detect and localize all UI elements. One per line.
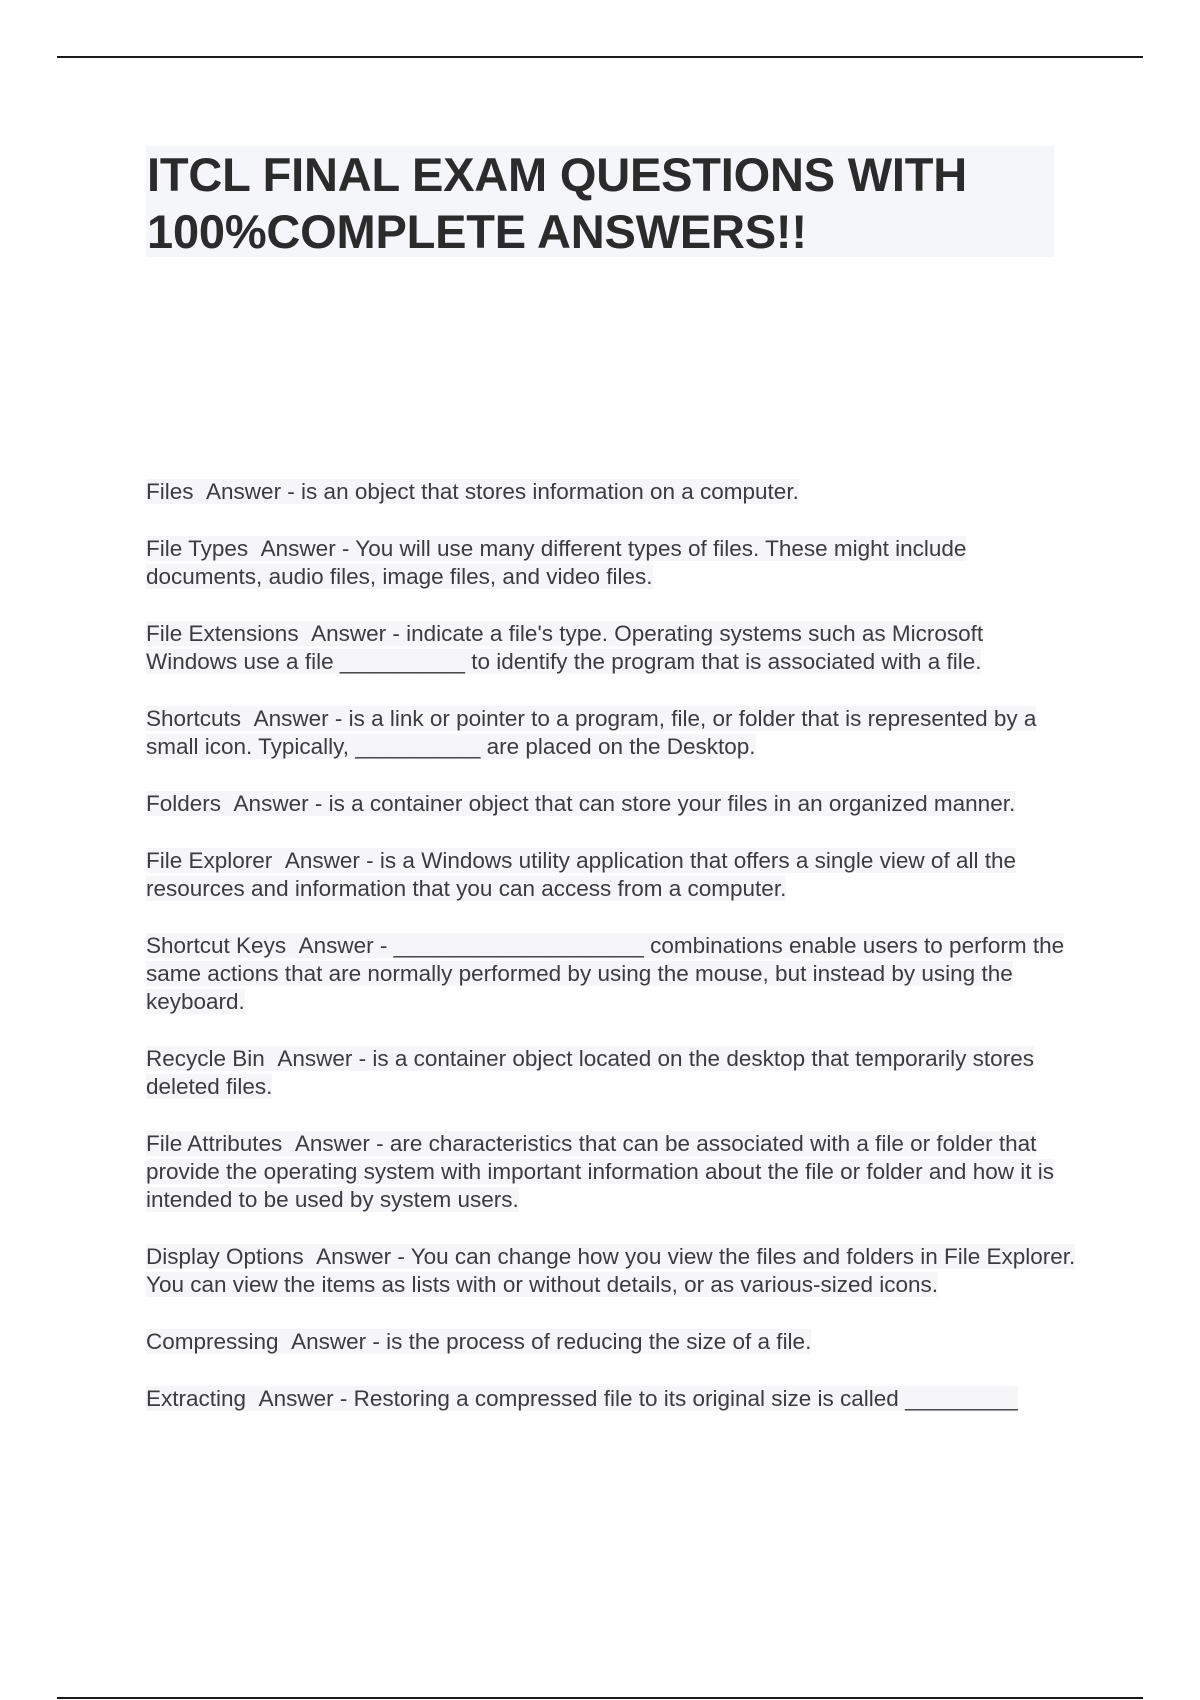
qa-answer: Answer - are characteristics that can be associated with a file or folder that provide the operating system with important information about the file or folder and how it is intended to be used by system users. bbox=[146, 1131, 1054, 1212]
qa-item-file-types bbox=[146, 535, 1076, 591]
qa-item-file-explorer bbox=[146, 847, 1076, 903]
qa-term: Shortcuts bbox=[146, 706, 242, 731]
qa-item-display-options bbox=[146, 1243, 1076, 1299]
qa-term: Files bbox=[146, 479, 194, 504]
qa-item-extracting bbox=[146, 1385, 1076, 1413]
qa-term: File Extensions bbox=[146, 621, 299, 646]
qa-item-file-extensions bbox=[146, 620, 1076, 676]
qa-term: File Types bbox=[146, 536, 249, 561]
qa-answer: Answer - is a link or pointer to a program, file, or folder that is represented by a small icon. Typically, __________ are placed on the Desktop. bbox=[146, 706, 1037, 759]
qa-item-shortcuts bbox=[146, 705, 1076, 761]
qa-term: File Explorer bbox=[146, 848, 273, 873]
qa-answer: Answer - You can change how you view the files and folders in File Explorer. You can view the items as lists with or without details, or as various-sized icons. bbox=[146, 1244, 1076, 1297]
qa-answer: Answer - is an object that stores information on a computer. bbox=[206, 479, 799, 504]
title-block bbox=[146, 146, 1054, 257]
qa-list bbox=[146, 478, 1076, 1442]
qa-answer: Answer - is a container object that can store your files in an organized manner. bbox=[233, 791, 1016, 816]
qa-answer: Answer - Restoring a compressed file to its original size is called _________ bbox=[258, 1386, 1018, 1411]
qa-answer: Answer - You will use many different types of files. These might include documents, audio files, image files, and video files. bbox=[146, 536, 967, 589]
qa-answer: Answer - is a container object located on the desktop that temporarily stores deleted files. bbox=[146, 1046, 1034, 1099]
qa-answer: Answer - is a Windows utility application that offers a single view of all the resources and information that you can access from a computer. bbox=[146, 848, 1016, 901]
qa-term: Recycle Bin bbox=[146, 1046, 265, 1071]
qa-item-folders bbox=[146, 790, 1076, 818]
qa-answer: Answer - indicate a file's type. Operating systems such as Microsoft Windows use a file __________ to identify the program that is associated with a file. bbox=[146, 621, 984, 674]
qa-item-compressing bbox=[146, 1328, 1076, 1356]
qa-item-recycle-bin bbox=[146, 1045, 1076, 1101]
top-rule bbox=[57, 56, 1143, 58]
qa-term: Extracting bbox=[146, 1386, 247, 1411]
qa-item-files bbox=[146, 478, 1076, 506]
qa-term: Folders bbox=[146, 791, 222, 816]
qa-answer: Answer - ____________________ combinations enable users to perform the same actions that are normally performed by using the mouse, but instead by using the keyboard. bbox=[146, 933, 1065, 1014]
qa-term: File Attributes bbox=[146, 1131, 283, 1156]
qa-term: Display Options bbox=[146, 1244, 304, 1269]
qa-item-file-attributes bbox=[146, 1130, 1076, 1214]
document-title: ITCL FINAL EXAM QUESTIONS WITH 100%COMPLETE ANSWERS!! bbox=[147, 148, 967, 258]
qa-term: Shortcut Keys bbox=[146, 933, 287, 958]
qa-answer: Answer - is the process of reducing the size of a file. bbox=[291, 1329, 812, 1354]
bottom-rule bbox=[57, 1697, 1143, 1699]
qa-item-shortcut-keys bbox=[146, 932, 1076, 1016]
qa-term: Compressing bbox=[146, 1329, 279, 1354]
